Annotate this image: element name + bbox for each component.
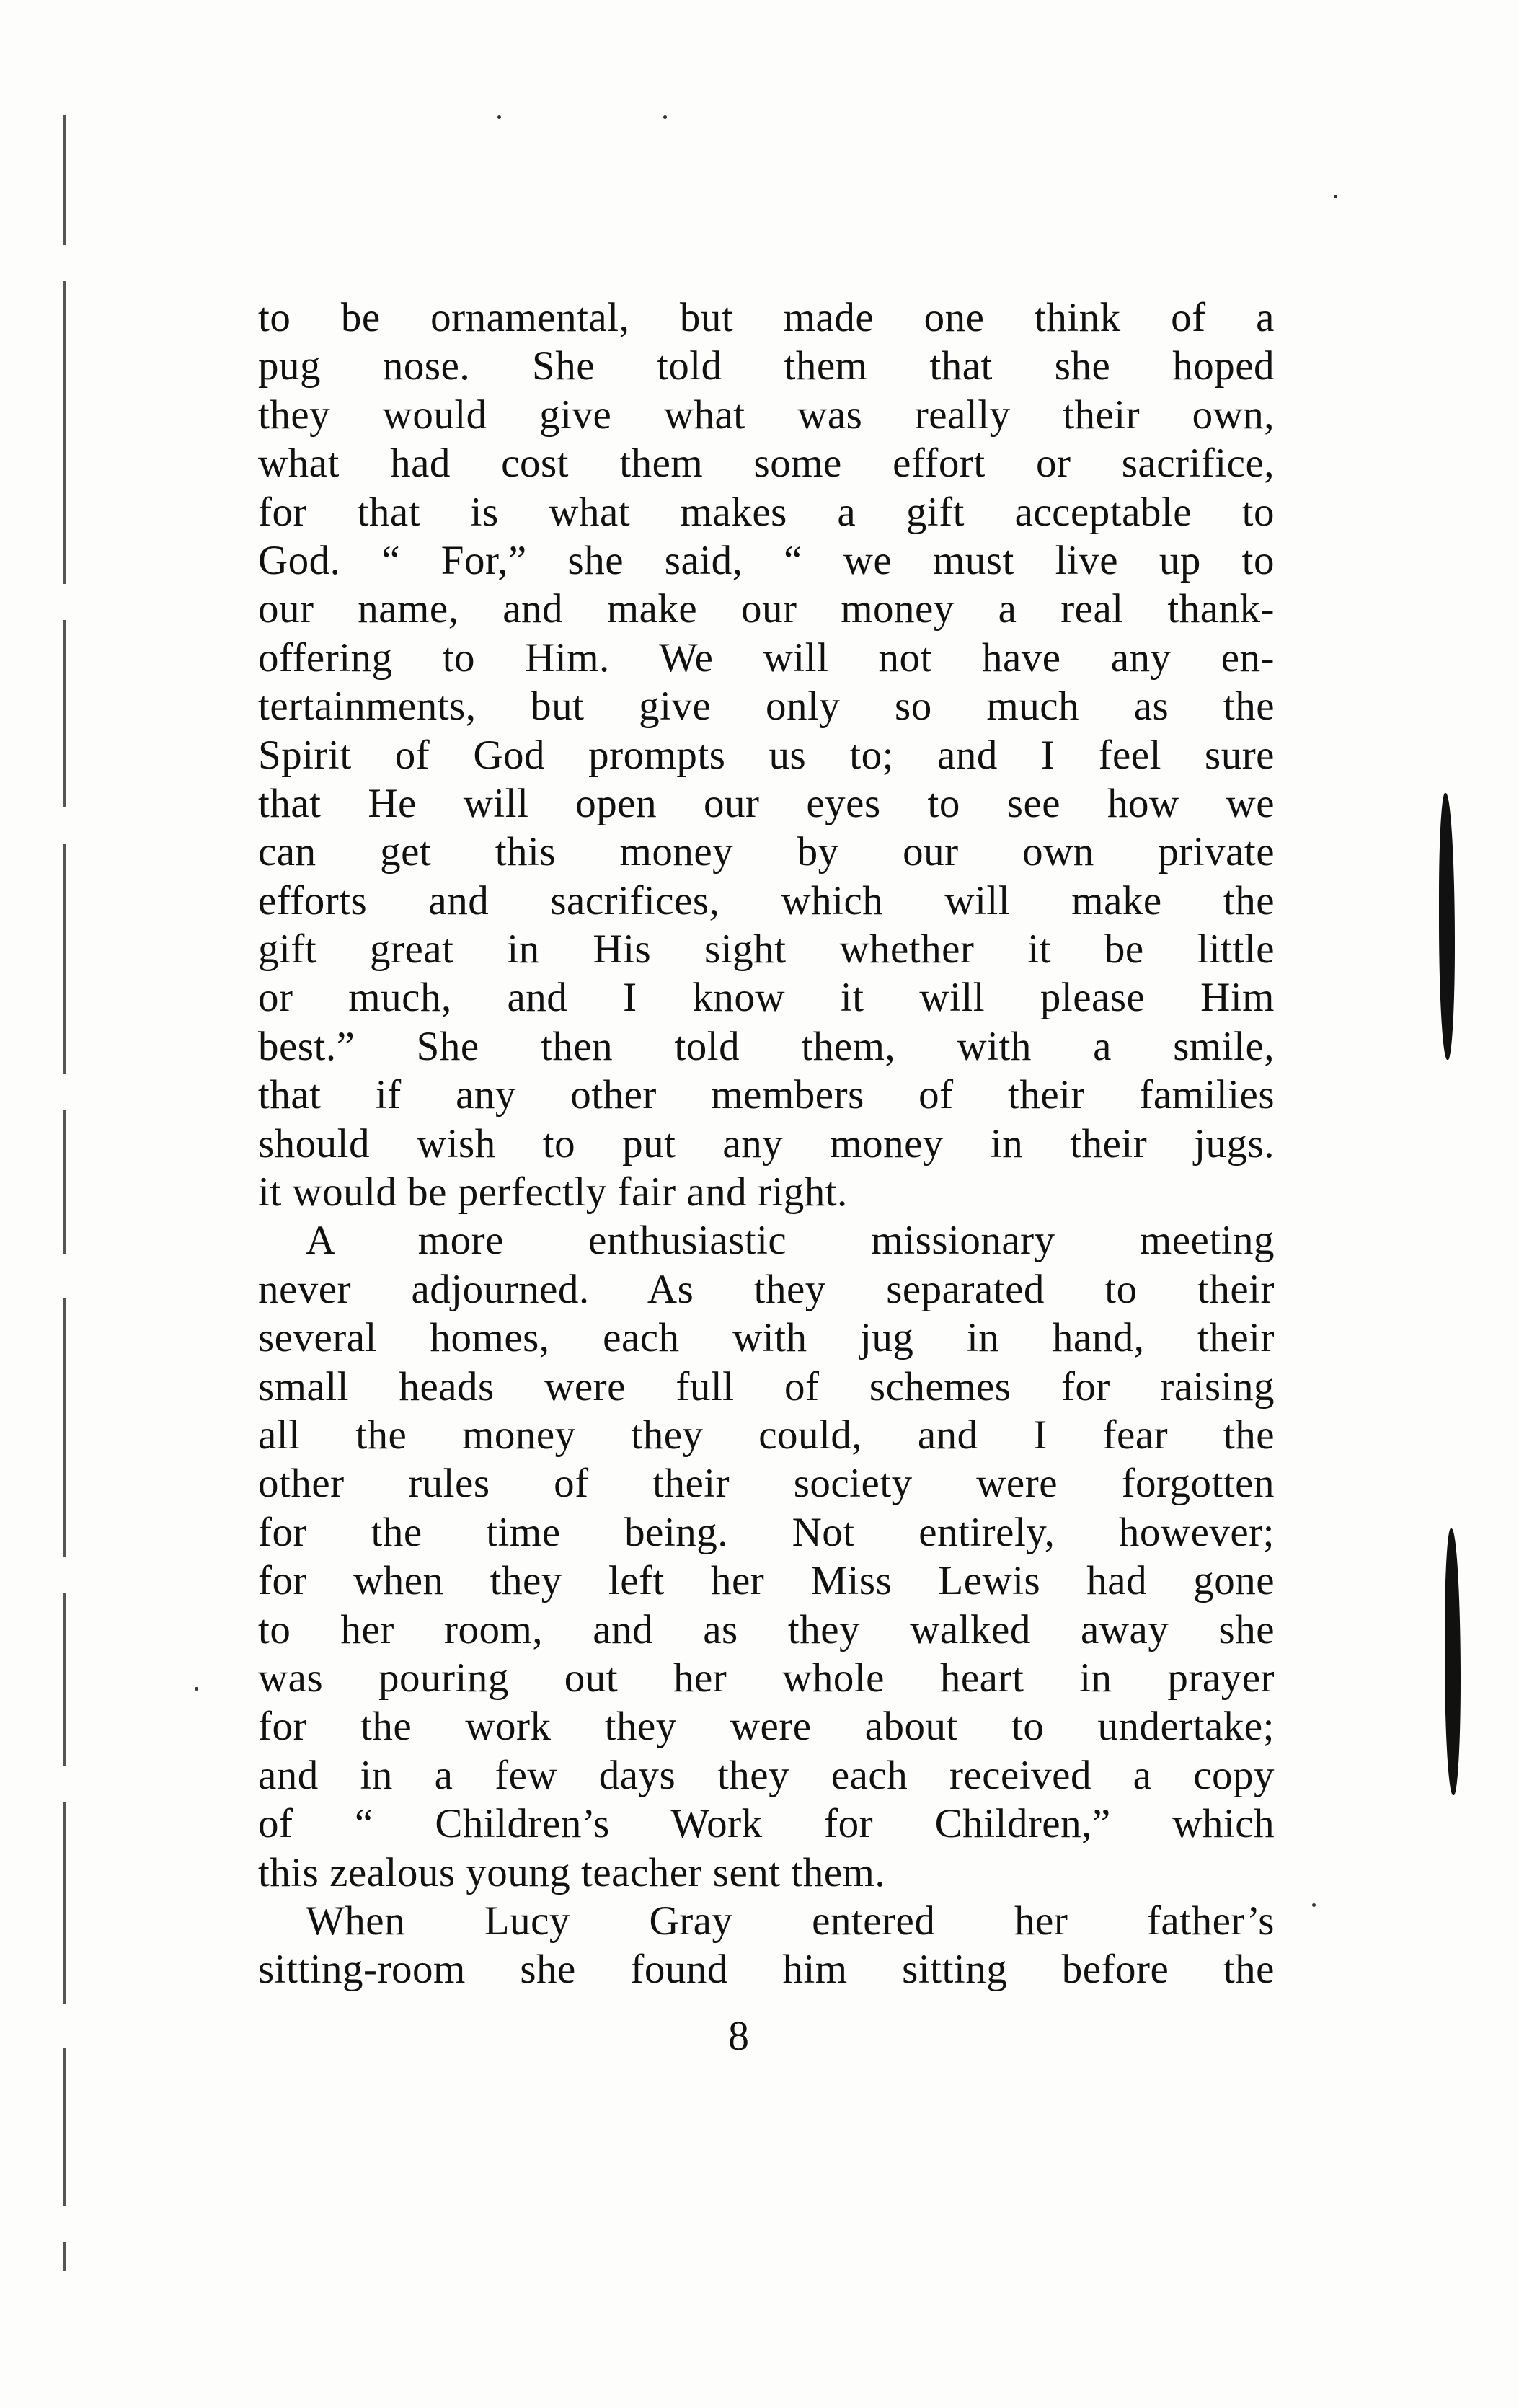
text-line: other rules of their society were forgotten [258, 1461, 1275, 1507]
text-line: all the money they could, and I fear the [258, 1412, 1275, 1458]
text-line: that He will open our eyes to see how we [258, 780, 1275, 826]
text-line: this zealous young teacher sent them. [258, 1849, 886, 1895]
text-line: for that is what makes a gift acceptable to [258, 489, 1275, 535]
text-line: never adjourned. As they separated to their [258, 1266, 1275, 1312]
text-line: was pouring out her whole heart in prayer [258, 1655, 1275, 1701]
text-line: for the work they were about to undertake; [258, 1704, 1275, 1750]
text-line: Spirit of God prompts us to; and I feel sure [258, 732, 1275, 778]
text-line: and in a few days they each received a copy [258, 1752, 1275, 1798]
text-line: for the time being. Not entirely, however; [258, 1509, 1275, 1555]
text-line: efforts and sacrifices, which will make the [258, 877, 1275, 924]
text-line: A more enthusiastic missionary meeting [306, 1218, 1275, 1264]
text-line: should wish to put any money in their jugs. [258, 1120, 1275, 1167]
ink-blot [1445, 1528, 1461, 1795]
text-line: tertainments, but give only so much as the [258, 683, 1275, 730]
text-line: what had cost them some effort or sacrifice, [258, 441, 1275, 487]
text-line: best.” She then told them, with a smile, [258, 1023, 1275, 1069]
text-line: sitting-room she found him sitting before the [258, 1947, 1275, 1993]
text-line: for when they left her Miss Lewis had gone [258, 1558, 1275, 1604]
text-line: small heads were full of schemes for raising [258, 1363, 1275, 1409]
text-line: several homes, each with jug in hand, their [258, 1315, 1275, 1361]
page-number: 8 [728, 2012, 749, 2059]
text-line: our name, and make our money a real thank- [258, 586, 1275, 632]
text-line: or much, and I know it will please Him [258, 975, 1275, 1021]
text-line: that if any other members of their families [258, 1072, 1275, 1118]
text-line: pug nose. She told them that she hoped [258, 343, 1275, 389]
text-line: offering to Him. We will not have any en- [258, 634, 1275, 681]
binding-edge [63, 115, 71, 2278]
text-line: God. “ For,” she said, “ we must live up to [258, 537, 1275, 583]
text-line: of “ Children’s Work for Children,” which [258, 1801, 1275, 1847]
text-line: it would be perfectly fair and right. [258, 1169, 848, 1216]
body-text [258, 293, 1275, 1994]
text-line: gift great in His sight whether it be little [258, 926, 1275, 973]
text-line: to be ornamental, but made one think of a [258, 295, 1275, 340]
text-line: they would give what was really their own, [258, 391, 1275, 438]
text-line: to her room, and as they walked away she [258, 1606, 1275, 1652]
text-line: can get this money by our own private [258, 829, 1275, 875]
ink-blot [1439, 793, 1455, 1060]
text-line: When Lucy Gray entered her father’s [306, 1898, 1275, 1944]
